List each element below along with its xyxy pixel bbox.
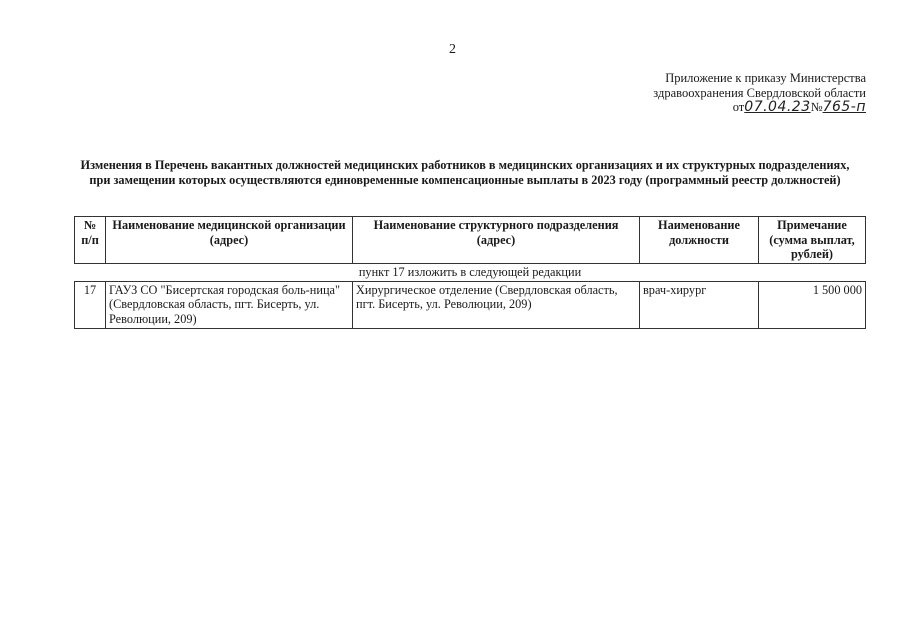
handwritten-date: 07.04.23: [744, 99, 811, 115]
page-number: 2: [449, 42, 456, 57]
row-subdivision: Хирургическое отделение (Свердловская область, пгт. Бисерть, ул. Революции, 209): [353, 281, 640, 328]
appendix-line-1: Приложение к приказу Министерства: [665, 71, 866, 85]
header-note: Примечание (сумма выплат, рублей): [759, 217, 866, 264]
row-amount: 1 500 000: [759, 281, 866, 328]
row-number: 17: [75, 281, 106, 328]
header-position: Наименование должности: [640, 217, 759, 264]
appendix-order-line: [596, 100, 866, 115]
positions-table: [74, 216, 866, 329]
header-subdivision: Наименование структурного подразделения (адрес): [353, 217, 640, 264]
header-organization: Наименование медицинской организации (адрес): [106, 217, 353, 264]
header-number: № п/п: [75, 217, 106, 264]
handwritten-order-number: 765-п: [822, 99, 866, 115]
table-header-row: [75, 217, 866, 264]
date-prefix: от: [732, 100, 745, 114]
table-row: [75, 281, 866, 328]
document-title: Изменения в Перечень вакантных должностей медицинских работников в медицинских организациях и их структурных подразделениях, при замещении которых осуществляются единовременные компенсационные выплаты в 2023 году (программный реестр должностей): [80, 158, 850, 187]
row-organization: ГАУЗ СО "Бисертская городская боль-ница" (Свердловская область, пгт. Бисерть, ул. Революции, 209): [106, 281, 353, 328]
instruction-row: [75, 263, 866, 281]
appendix-line-2: здравоохранения Свердловской области: [653, 85, 866, 100]
number-prefix: №: [810, 100, 823, 114]
appendix-header: [596, 71, 866, 115]
row-position: врач-хирург: [640, 281, 759, 328]
edit-instruction: пункт 17 изложить в следующей редакции: [75, 263, 866, 281]
